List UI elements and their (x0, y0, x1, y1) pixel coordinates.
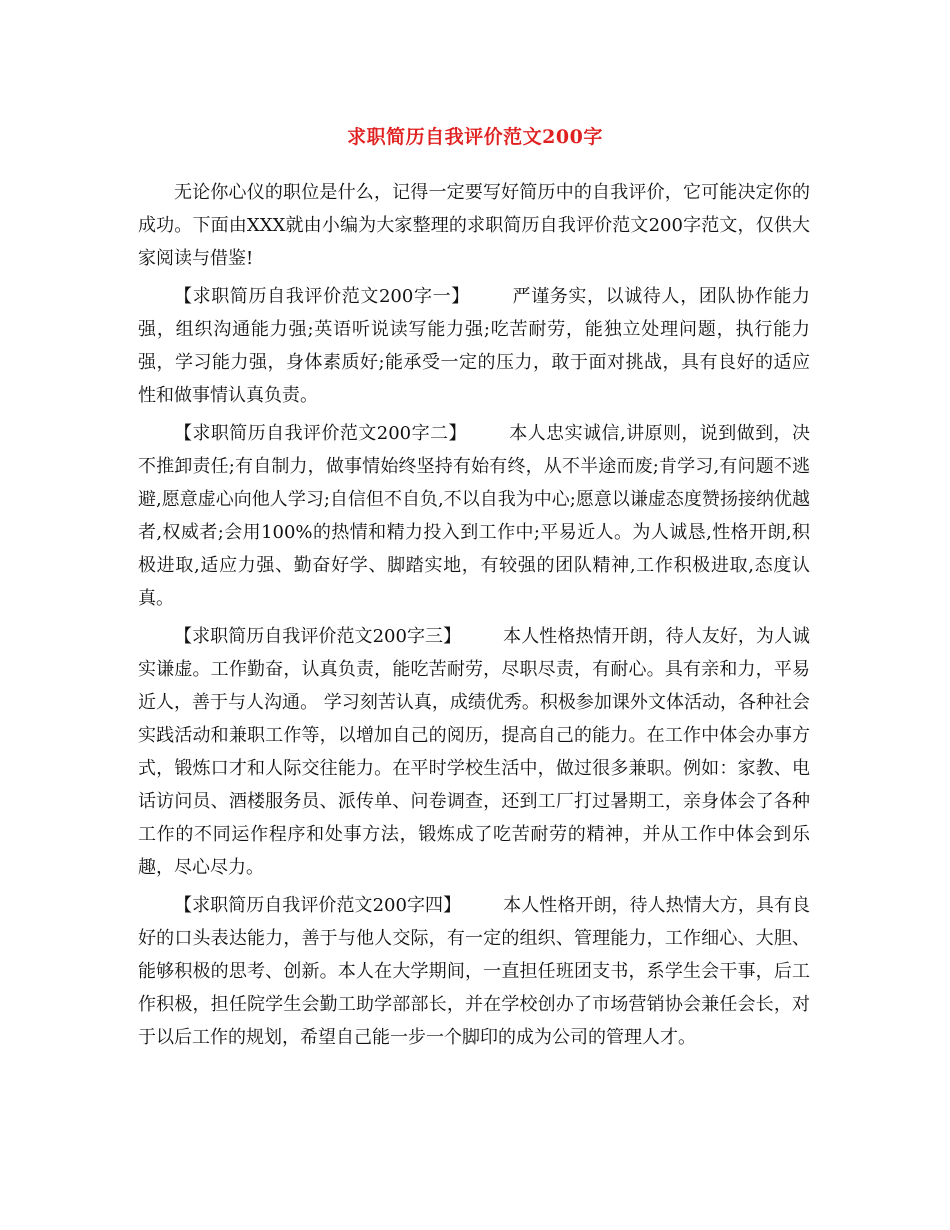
section-text: 本人忠实诚信,讲原则，说到做到，决不推卸责任;有自制力，做事情始终坚持有始有终，从不半途而废;肯学习,有问题不逃避,愿意虚心向他人学习;自信但不自负,不以自我为中心;愿意以谦虚态度赞扬接纳优越者,权威者;会用100%的热情和精力投入到工作中;平易近人。为人诚恳,性格开朗,积极进取,适应力强、勤奋好学、脚踏实地，有较强的团队精神,工作积极进取,态度认真。 (138, 423, 810, 609)
section-heading: 【求职简历自我评价范文200字一】 (174, 286, 470, 307)
section-heading: 【求职简历自我评价范文200字三】 (174, 626, 462, 647)
section-paragraph-4 (138, 889, 810, 1054)
section-heading: 【求职简历自我评价范文200字二】 (174, 423, 467, 444)
section-paragraph-2 (138, 417, 810, 615)
intro-paragraph: 无论你心仪的职位是什么，记得一定要写好简历中的自我评价，它可能决定你的成功。下面由XXX就由小编为大家整理的求职简历自我评价范文200字范文，仅供大家阅读与借鉴! (138, 182, 810, 269)
document-body (138, 176, 810, 1054)
document-title: 求职简历自我评价范文200字 (347, 126, 603, 148)
section-heading: 【求职简历自我评价范文200字四】 (174, 895, 462, 916)
section-text: 本人性格热情开朗，待人友好，为人诚实谦虚。工作勤奋，认真负责，能吃苦耐劳，尽职尽责，有耐心。具有亲和力，平易近人，善于与人沟通。 学习刻苦认真，成绩优秀。积极参加课外文体活动，各种社会实践活动和兼职工作等，以增加自己的阅历，提高自己的能力。在工作中体会办事方式，锻炼口才和人际交往能力。在平时学校生活中，做过很多兼职。例如：家教、电话访问员、酒楼服务员、派传单、问卷调查，还到工厂打过暑期工，亲身体会了各种工作的不同运作程序和处事方法，锻炼成了吃苦耐劳的精神，并从工作中体会到乐趣，尽心尽力。 (138, 626, 810, 878)
section-paragraph-1 (138, 280, 810, 412)
section-text: 本人性格开朗，待人热情大方，具有良好的口头表达能力，善于与他人交际，有一定的组织、管理能力，工作细心、大胆、能够积极的思考、创新。本人在大学期间，一直担任班团支书，系学生会干事，后工作积极，担任院学生会勤工助学部部长，并在学校创办了市场营销协会兼任会长，对于以后工作的规划，希望自己能一步一个脚印的成为公司的管理人才。 (138, 895, 810, 1048)
section-paragraph-3 (138, 620, 810, 884)
section-text: 严谨务实，以诚待人，团队协作能力强，组织沟通能力强;英语听说读写能力强;吃苦耐劳，能独立处理问题，执行能力强，学习能力强，身体素质好;能承受一定的压力，敢于面对挑战，具有良好的适应性和做事情认真负责。 (138, 286, 810, 406)
